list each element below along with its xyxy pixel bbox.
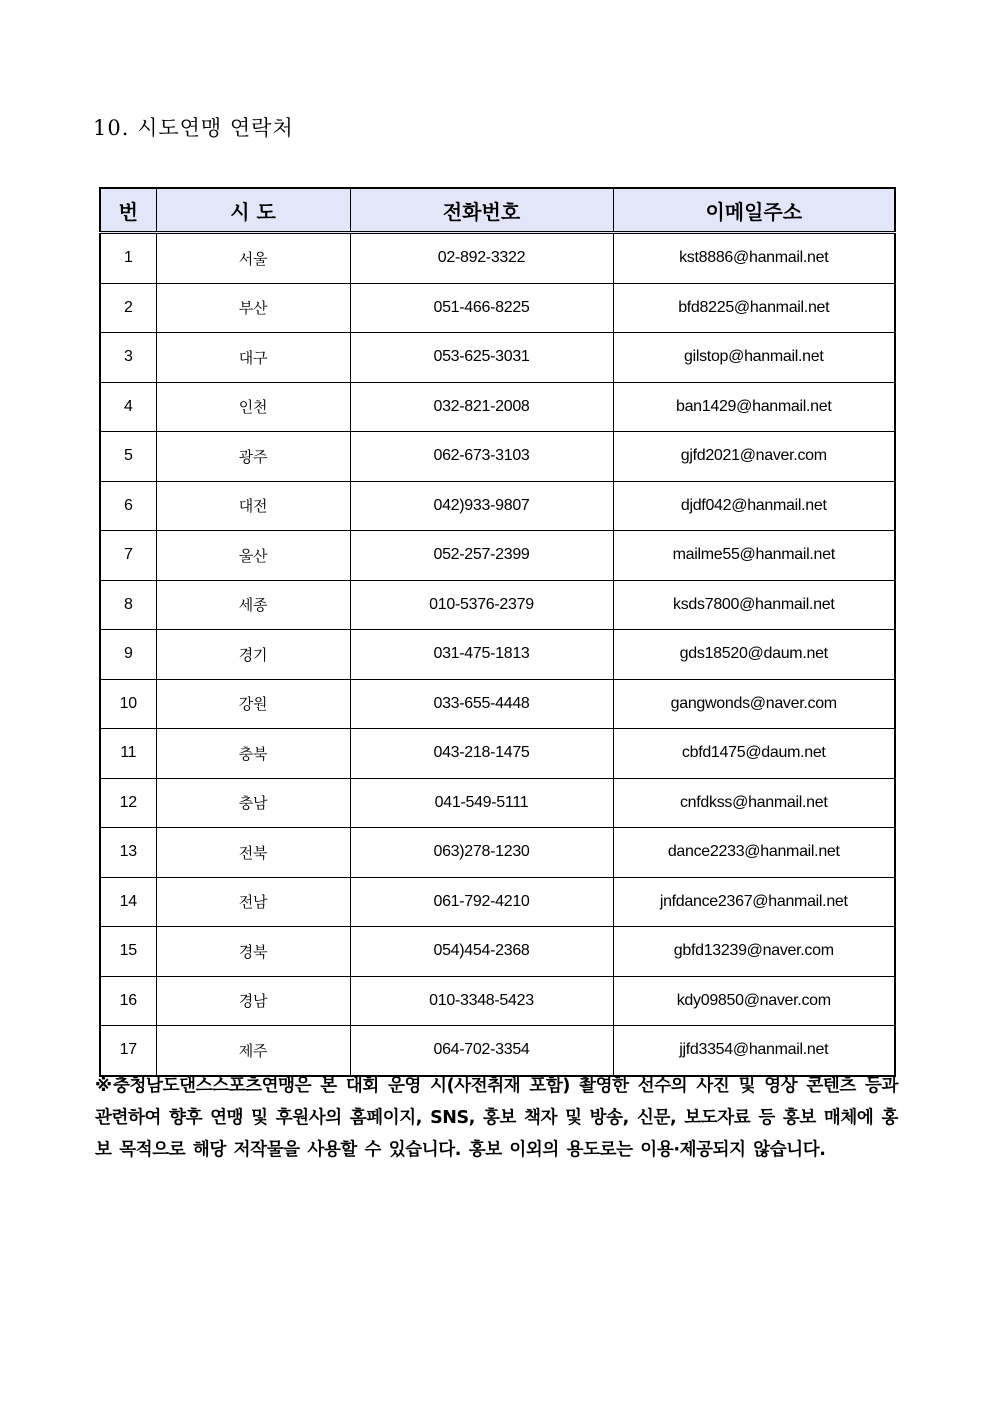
cell-region: 경기 xyxy=(156,630,350,680)
table-row xyxy=(100,976,895,1026)
header-no: 번 xyxy=(100,188,156,233)
cell-email: bfd8225@hanmail.net xyxy=(613,283,895,333)
cell-phone: 032-821-2008 xyxy=(350,382,613,432)
cell-email: cbfd1475@daum.net xyxy=(613,729,895,779)
header-region: 시 도 xyxy=(156,188,350,233)
table-header-row xyxy=(100,188,895,233)
cell-region: 부산 xyxy=(156,283,350,333)
contact-table xyxy=(99,187,896,1077)
cell-phone: 043-218-1475 xyxy=(350,729,613,779)
cell-no: 2 xyxy=(100,283,156,333)
cell-region: 세종 xyxy=(156,580,350,630)
table-row xyxy=(100,679,895,729)
cell-no: 13 xyxy=(100,828,156,878)
cell-email: gds18520@daum.net xyxy=(613,630,895,680)
cell-no: 12 xyxy=(100,778,156,828)
cell-phone: 033-655-4448 xyxy=(350,679,613,729)
cell-no: 1 xyxy=(100,233,156,284)
cell-email: jjfd3354@hanmail.net xyxy=(613,1026,895,1076)
cell-region: 인천 xyxy=(156,382,350,432)
cell-phone: 054)454-2368 xyxy=(350,927,613,977)
cell-email: dance2233@hanmail.net xyxy=(613,828,895,878)
cell-no: 8 xyxy=(100,580,156,630)
header-phone: 전화번호 xyxy=(350,188,613,233)
cell-email: djdf042@hanmail.net xyxy=(613,481,895,531)
cell-no: 15 xyxy=(100,927,156,977)
table-row xyxy=(100,828,895,878)
cell-phone: 061-792-4210 xyxy=(350,877,613,927)
cell-no: 11 xyxy=(100,729,156,779)
cell-phone: 010-3348-5423 xyxy=(350,976,613,1026)
cell-email: kst8886@hanmail.net xyxy=(613,233,895,284)
header-email: 이메일주소 xyxy=(613,188,895,233)
table-row xyxy=(100,481,895,531)
cell-region: 전남 xyxy=(156,877,350,927)
cell-no: 7 xyxy=(100,531,156,581)
cell-email: kdy09850@naver.com xyxy=(613,976,895,1026)
cell-region: 대전 xyxy=(156,481,350,531)
cell-email: ban1429@hanmail.net xyxy=(613,382,895,432)
cell-email: mailme55@hanmail.net xyxy=(613,531,895,581)
cell-no: 10 xyxy=(100,679,156,729)
cell-email: ksds7800@hanmail.net xyxy=(613,580,895,630)
cell-no: 6 xyxy=(100,481,156,531)
cell-phone: 031-475-1813 xyxy=(350,630,613,680)
table-row xyxy=(100,729,895,779)
table-row xyxy=(100,333,895,383)
cell-phone: 052-257-2399 xyxy=(350,531,613,581)
cell-no: 14 xyxy=(100,877,156,927)
cell-region: 제주 xyxy=(156,1026,350,1076)
cell-region: 강원 xyxy=(156,679,350,729)
cell-region: 광주 xyxy=(156,432,350,482)
table-row xyxy=(100,531,895,581)
table-row xyxy=(100,580,895,630)
cell-region: 충북 xyxy=(156,729,350,779)
cell-phone: 010-5376-2379 xyxy=(350,580,613,630)
cell-email: cnfdkss@hanmail.net xyxy=(613,778,895,828)
table-row xyxy=(100,382,895,432)
usage-notice: ※충청남도댄스스포츠연맹은 본 대회 운영 시(사전취재 포함) 촬영한 선수의 사진 및 영상 콘텐츠 등과 관련하여 향후 연맹 및 후원사의 홈페이지, SNS, 홍보 책자 및 방송, 신문, 보도자료 등 홍보 매체에 홍보 목적으로 해당 저작물을 사용할 수 있습니다. 홍보 이외의 용도로는 이용·제공되지 않습니다. xyxy=(95,1076,898,1160)
cell-region: 전북 xyxy=(156,828,350,878)
table-row xyxy=(100,432,895,482)
cell-region: 울산 xyxy=(156,531,350,581)
cell-phone: 041-549-5111 xyxy=(350,778,613,828)
table-row xyxy=(100,877,895,927)
cell-phone: 064-702-3354 xyxy=(350,1026,613,1076)
cell-email: gilstop@hanmail.net xyxy=(613,333,895,383)
table-row xyxy=(100,630,895,680)
cell-email: gjfd2021@naver.com xyxy=(613,432,895,482)
cell-no: 16 xyxy=(100,976,156,1026)
cell-region: 경남 xyxy=(156,976,350,1026)
cell-region: 경북 xyxy=(156,927,350,977)
cell-no: 17 xyxy=(100,1026,156,1076)
table-row xyxy=(100,283,895,333)
cell-region: 대구 xyxy=(156,333,350,383)
cell-phone: 063)278-1230 xyxy=(350,828,613,878)
cell-region: 서울 xyxy=(156,233,350,284)
cell-phone: 02-892-3322 xyxy=(350,233,613,284)
cell-email: gangwonds@naver.com xyxy=(613,679,895,729)
cell-phone: 062-673-3103 xyxy=(350,432,613,482)
cell-region: 충남 xyxy=(156,778,350,828)
cell-no: 9 xyxy=(100,630,156,680)
cell-phone: 051-466-8225 xyxy=(350,283,613,333)
table-row xyxy=(100,1026,895,1076)
cell-email: gbfd13239@naver.com xyxy=(613,927,895,977)
table-row xyxy=(100,927,895,977)
cell-phone: 042)933-9807 xyxy=(350,481,613,531)
section-heading: 10. 시도연맹 연락처 xyxy=(93,116,294,140)
cell-no: 5 xyxy=(100,432,156,482)
table-row xyxy=(100,778,895,828)
cell-no: 3 xyxy=(100,333,156,383)
cell-no: 4 xyxy=(100,382,156,432)
table-row xyxy=(100,233,895,284)
cell-phone: 053-625-3031 xyxy=(350,333,613,383)
cell-email: jnfdance2367@hanmail.net xyxy=(613,877,895,927)
